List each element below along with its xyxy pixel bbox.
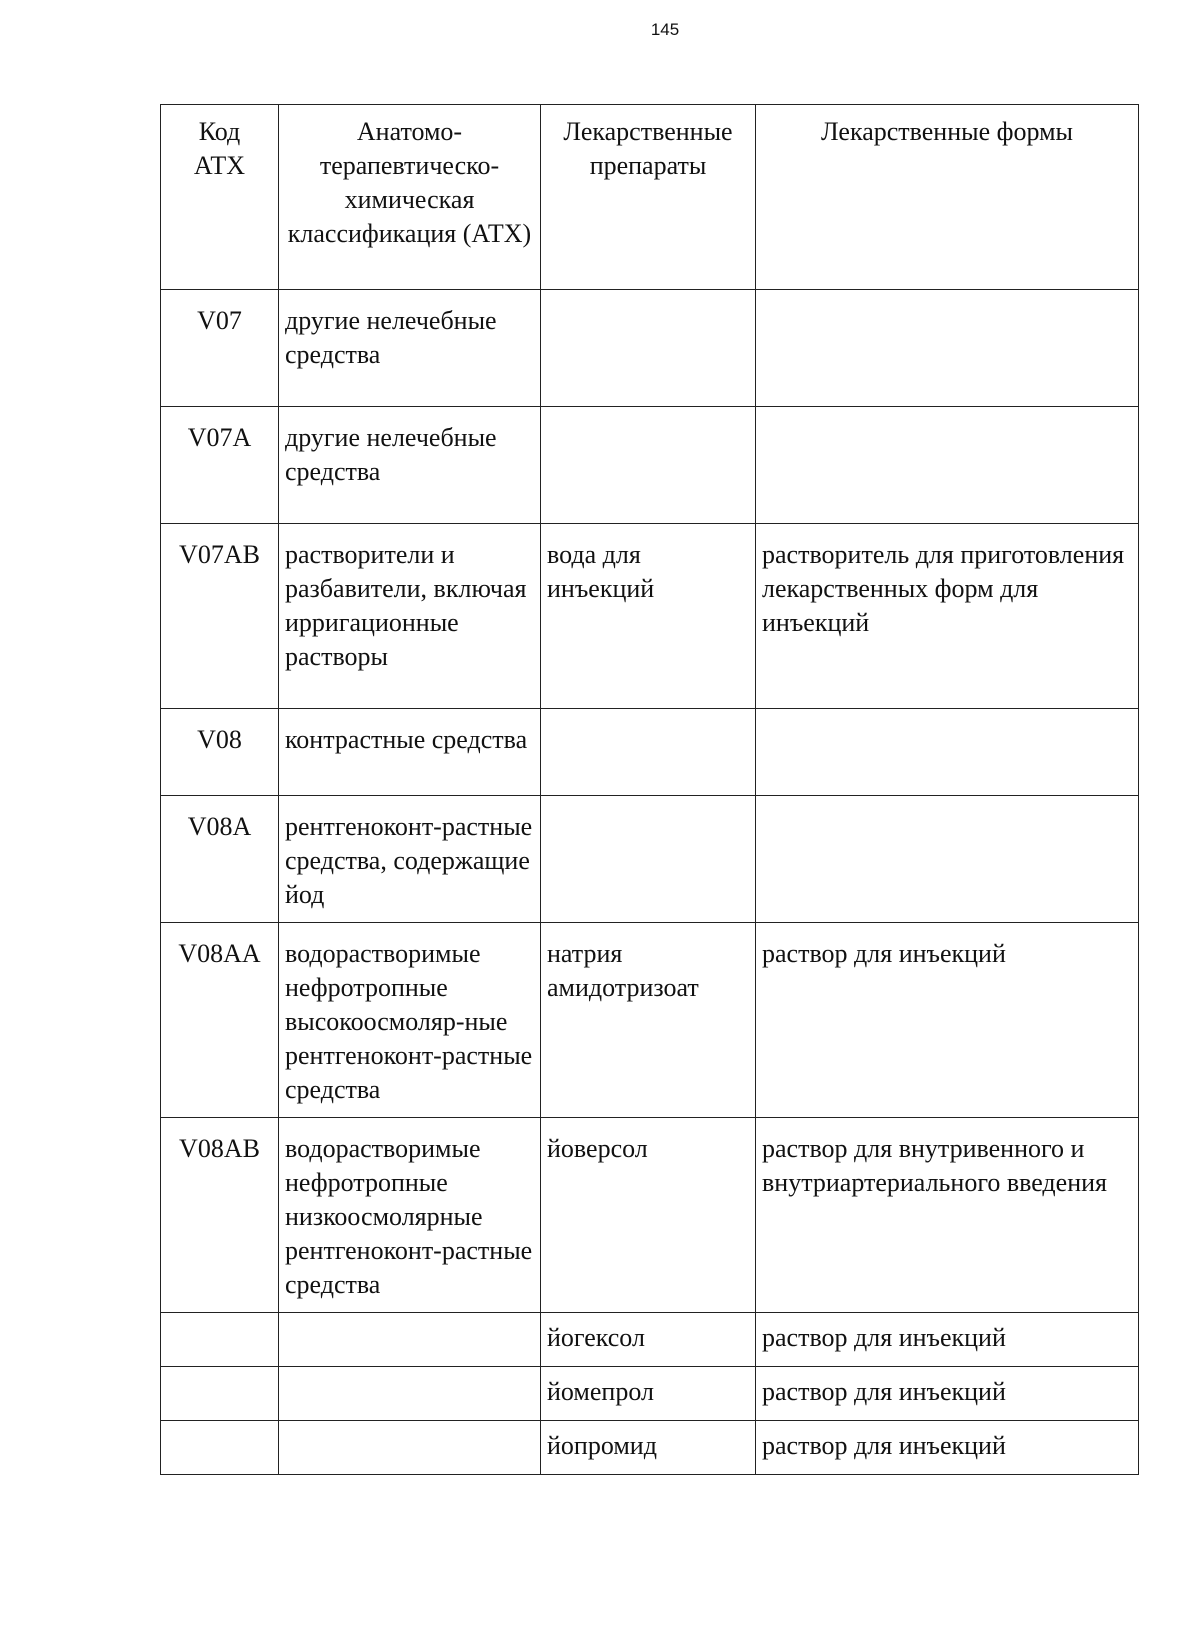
table-row xyxy=(161,796,1139,923)
row-classification xyxy=(279,1421,541,1475)
row-form xyxy=(756,709,1139,796)
row-drug: йоверсол xyxy=(541,1118,756,1313)
row-code: V08A xyxy=(161,796,279,923)
row-code xyxy=(161,1421,279,1475)
row-classification: контрастные средства xyxy=(279,709,541,796)
row-form: растворитель для приготовления лекарственных форм для инъекций xyxy=(756,524,1139,709)
row-classification: растворители и разбавители, включая ирригационные растворы xyxy=(279,524,541,709)
row-drug: йогексол xyxy=(541,1313,756,1367)
row-drug xyxy=(541,796,756,923)
row-drug: натрия амидотризоат xyxy=(541,923,756,1118)
table-row xyxy=(161,1421,1139,1475)
table-row xyxy=(161,407,1139,524)
row-form xyxy=(756,290,1139,407)
header-forms: Лекарственные формы xyxy=(756,105,1139,290)
table-row xyxy=(161,709,1139,796)
row-form xyxy=(756,796,1139,923)
page-number: 145 xyxy=(650,20,680,39)
row-form: раствор для инъекций xyxy=(756,923,1139,1118)
row-form: раствор для внутривенного и внутриартериального введения xyxy=(756,1118,1139,1313)
row-code: V07AB xyxy=(161,524,279,709)
table-row xyxy=(161,290,1139,407)
row-drug xyxy=(541,709,756,796)
table-header-row xyxy=(161,105,1139,290)
row-code xyxy=(161,1313,279,1367)
row-form: раствор для инъекций xyxy=(756,1313,1139,1367)
table-row xyxy=(161,1118,1139,1313)
row-classification xyxy=(279,1367,541,1421)
table-row xyxy=(161,923,1139,1118)
row-form xyxy=(756,407,1139,524)
row-code: V08 xyxy=(161,709,279,796)
row-classification: другие нелечебные средства xyxy=(279,290,541,407)
row-classification: другие нелечебные средства xyxy=(279,407,541,524)
row-drug xyxy=(541,290,756,407)
row-form: раствор для инъекций xyxy=(756,1367,1139,1421)
row-drug: йомепрол xyxy=(541,1367,756,1421)
table-row xyxy=(161,1313,1139,1367)
table-row xyxy=(161,524,1139,709)
row-classification: рентгеноконт-растные средства, содержащие йод xyxy=(279,796,541,923)
row-drug: йопромид xyxy=(541,1421,756,1475)
row-classification: водорастворимые нефротропные низкоосмолярные рентгеноконт-растные средства xyxy=(279,1118,541,1313)
row-code: V07 xyxy=(161,290,279,407)
row-classification: водорастворимые нефротропные высокоосмоляр-ные рентгеноконт-растные средства xyxy=(279,923,541,1118)
row-drug: вода для инъекций xyxy=(541,524,756,709)
table-row xyxy=(161,1367,1139,1421)
header-code: Код АТХ xyxy=(161,105,279,290)
row-code: V08AB xyxy=(161,1118,279,1313)
row-form: раствор для инъекций xyxy=(756,1421,1139,1475)
row-classification xyxy=(279,1313,541,1367)
atx-table xyxy=(160,104,1139,1475)
row-code xyxy=(161,1367,279,1421)
row-code: V07A xyxy=(161,407,279,524)
header-drugs: Лекарственные препараты xyxy=(541,105,756,290)
header-classification: Анатомо-терапевтическо-химическая классификация (АТХ) xyxy=(279,105,541,290)
row-code: V08AA xyxy=(161,923,279,1118)
row-drug xyxy=(541,407,756,524)
